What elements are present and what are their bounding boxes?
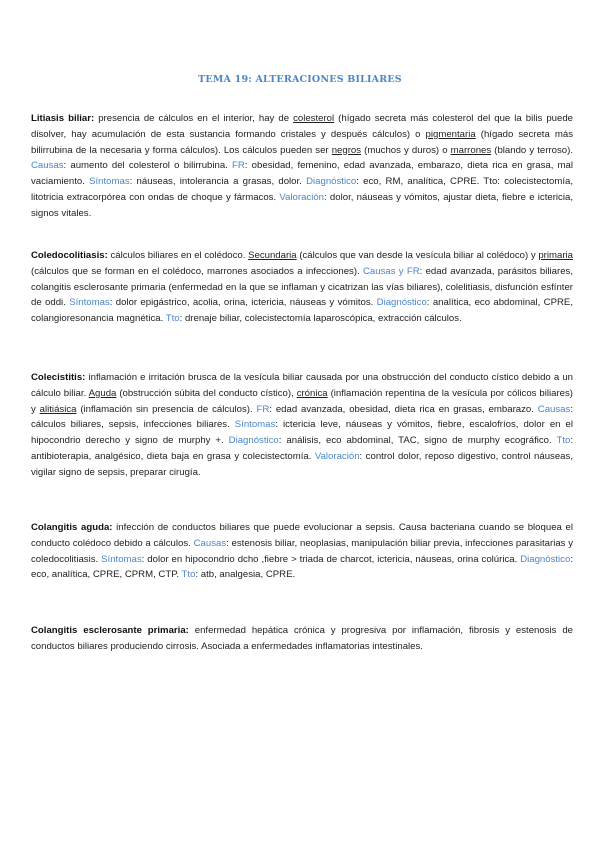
underlined-term: negros — [331, 144, 362, 156]
field-label: Síntomas — [101, 553, 142, 565]
text-run: (muchos y duros) o — [361, 144, 451, 156]
page-title: TEMA 19: ALTERACIONES BILIARES — [198, 74, 402, 85]
field-label: Tto — [165, 313, 180, 325]
text-run: (inflamación sin presencia de cálculos). — [76, 403, 257, 415]
text-run: : atb, analgesia, CPRE. — [195, 569, 296, 581]
underlined-term: crónica — [296, 387, 328, 399]
text-run: (obstrucción súbita del conducto cístico), — [116, 387, 297, 399]
section-coledocolitiasis — [31, 248, 573, 327]
underlined-term: Secundaria — [248, 250, 297, 261]
field-label: Causas — [193, 537, 227, 549]
field-label: FR — [256, 403, 270, 415]
underlined-term: Aguda — [88, 387, 117, 399]
field-label: Valoración — [279, 191, 325, 203]
field-label: Tto — [181, 569, 196, 581]
underlined-term: pigmentaria — [425, 128, 476, 140]
text-run: (cálculos que se forman en el colédoco, marrones asociados a infecciones). — [31, 265, 363, 277]
field-label: Diagnóstico — [228, 435, 279, 447]
text-run: (blando y terroso). — [491, 144, 573, 156]
text-run: : eco, analítica, CPRE, CPRM, CTP. — [31, 553, 573, 581]
field-label: Diagnóstico — [520, 553, 571, 565]
section-litiasis-biliar — [31, 111, 573, 222]
text-run: infección de conductos biliares que puede evolucionar a sepsis. Causa bacteriana cuando se bloquea el conducto colédoco debido a cálculos. — [31, 522, 574, 549]
underlined-term: marrones — [450, 144, 492, 156]
text-run: (hígado secreta más bilirrubina de la necesaria y forma cálculos). Los cálculos pueden ser — [31, 128, 573, 156]
text-run: : cálculos biliares, sepsis, infecciones biliares. — [31, 403, 573, 431]
underlined-term: alitiásica — [39, 403, 77, 415]
text-run: (inflamación repentina de la vesícula por cólicos biliares) y — [31, 387, 574, 415]
underlined-term: colesterol — [293, 113, 335, 124]
field-label: Diagnóstico — [306, 176, 357, 188]
text-run: (hígado secreta más colesterol del que la bilis puede disolver, hay acumulación de esta sustancia formando cristales y después cálculos) o — [31, 113, 573, 140]
term-label: Litiasis biliar: — [31, 113, 95, 124]
text-run: : análisis, eco abdominal, TAC, signo de murphy ecográfico. — [278, 435, 557, 447]
field-label: Síntomas — [234, 419, 276, 431]
field-label: Síntomas — [69, 297, 110, 309]
text-run: : náuseas, intolerancia a grasas, dolor. — [129, 176, 307, 188]
section-colangitis-esclerosante — [31, 623, 573, 655]
field-label: Causas — [537, 403, 571, 415]
text-run: : antibioterapia, analgésico, dieta baja en grasa y colecistectomía. — [31, 435, 573, 462]
text-run: : analítica, eco abdominal, CPRE, colangioresonancia magnética. — [31, 297, 573, 325]
text-run: inflamación e irritación brusca de la vesícula biliar causada por una obstrucción del conducto cístico debido a un cálculo biliar. — [31, 372, 573, 399]
field-label: Valoración — [314, 450, 360, 462]
text-run: : aumento del colesterol o bilirrubina. — [63, 160, 233, 172]
text-run: : estenosis biliar, neoplasias, manipulación biliar previa, infecciones parasitarias y coledocolitiasis. — [31, 537, 574, 565]
text-run: presencia de cálculos en el interior, hay de — [94, 113, 294, 124]
field-label: Tto — [556, 435, 571, 447]
text-run: : obesidad, femenino, edad avanzada, embarazo, dieta rica en grasa, mal vaciamiento. — [31, 160, 573, 188]
text-run: (cálculos que van desde la vesícula biliar al colédoco) y — [296, 250, 539, 261]
text-run: : edad avanzada, parásitos biliares, colangitis esclerosante primaria (enfermedad en la que se inflaman y cicatrizan las vías biliares), colelitiasis, disfunción esfínter de oddi. — [31, 265, 573, 309]
text-run: : dolor, náuseas y vómitos, ajustar dieta, fiebre e ictericia, signos vitales. — [31, 191, 573, 219]
field-label: FR — [232, 160, 245, 172]
field-label: Diagnóstico — [376, 297, 427, 309]
field-label: Causas — [31, 160, 64, 172]
text-run: : control dolor, reposo digestivo, control náuseas, vigilar signo de sepsis, preparar cirugía. — [31, 450, 573, 478]
text-run: : ictericia leve, náuseas y vómitos, fiebre, escalofríos, dolor en el hipocondrio derecho y signo de murphy +. — [31, 419, 573, 447]
text-run: : dolor en hipocondrio dcho ,fiebre > triada de charcot, ictericia, náuseas, orina colúrica. — [141, 553, 521, 565]
text-run: : eco, RM, analítica, CPRE. Tto: colecistectomía, litotricia extracorpórea con ondas de choque y fármacos. — [31, 176, 573, 203]
field-label: Causas y FR — [362, 265, 420, 277]
term-label: Coledocolitiasis: — [31, 250, 108, 261]
text-run: cálculos biliares en el colédoco. — [107, 250, 249, 261]
underlined-term: primaria — [538, 250, 573, 261]
section-colangitis-aguda — [31, 520, 573, 583]
text-run: : edad avanzada, obesidad, dieta rica en grasas, embarazo. — [269, 403, 538, 415]
text-run: enfermedad hepática crónica y progresiva por inflamación, fibrosis y estenosis de conductos biliares produciendo cirrosis. Asociada a enfermedades inflamatorias intestinales. — [31, 625, 573, 652]
text-run: : dolor epigástrico, acolia, orina, ictericia, náuseas y vómitos. — [109, 297, 377, 309]
text-run: : drenaje biliar, colecistectomía laparoscópica, extracción cálculos. — [179, 313, 462, 325]
term-label: Colangitis esclerosante primaria: — [31, 625, 189, 636]
term-label: Colecistitis: — [31, 372, 86, 383]
field-label: Síntomas — [89, 176, 130, 188]
term-label: Colangitis aguda: — [31, 522, 113, 533]
section-colecistitis — [31, 370, 573, 481]
